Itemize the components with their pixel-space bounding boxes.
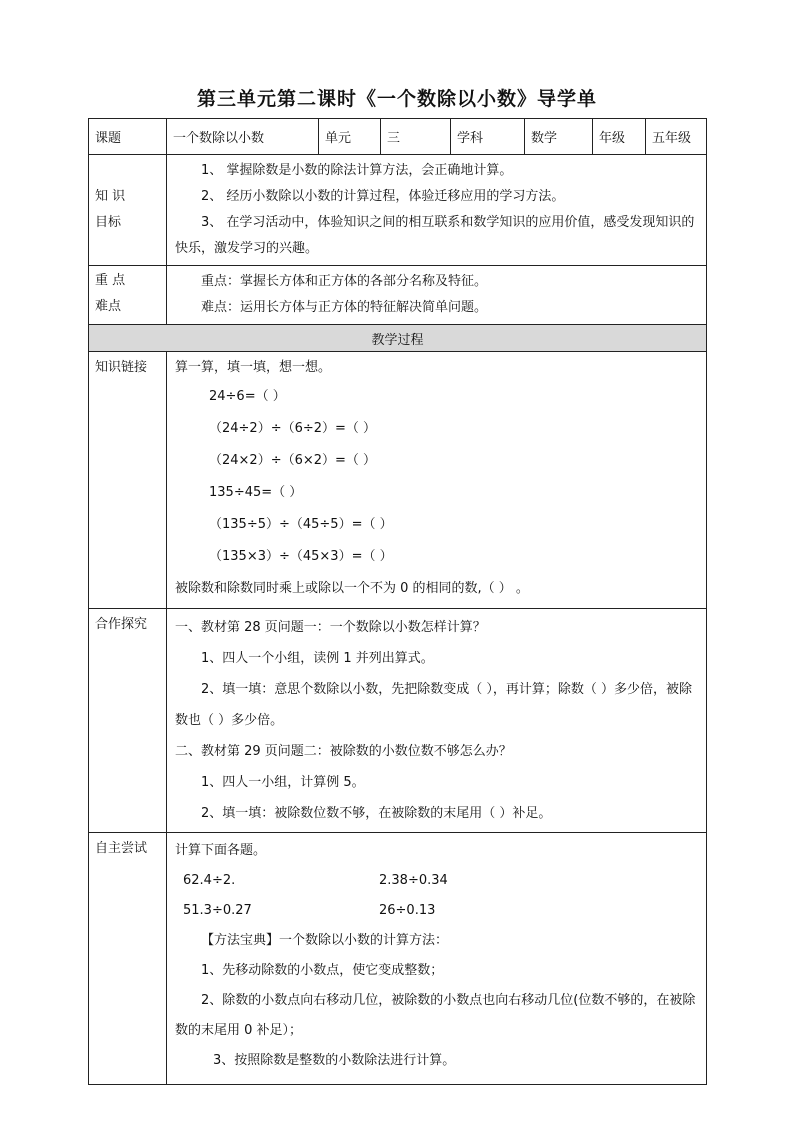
keypoints-content [167,266,707,325]
coop-q2-step1: 1、四人一小组，计算例 5。 [201,775,365,790]
method-step-1: 1、先移动除数的小数点，使它变成整数； [201,963,444,978]
goals-content [167,155,707,266]
grade-value: 五年级 [646,119,707,155]
goals-label [89,155,167,266]
coop-q1-step2: 2、填一填：意思个数除以小数，先把除数变成（ ），再计算；除数（ ）多少倍，被除数也（ ）多少倍。 [175,682,693,728]
self-intro: 计算下面各题。 [175,843,267,858]
keypoints-label-line1: 重 点 [95,273,126,288]
coop-question-1: 一、教材第 28 页问题一：一个数除以小数怎样计算？ [175,620,486,635]
keypoints-row [89,266,707,325]
problem-row-2 [175,896,698,926]
goals-row [89,155,707,266]
goal-item-3: 3、 在学习活动中，体验知识之间的相互联系和数学知识的应用价值，感受发现知识的快乐，激发学习的兴趣。 [175,215,695,256]
problem-1: 62.4÷2. [183,873,236,888]
page-title: 第三单元第二课时《一个数除以小数》导学单 [196,88,597,110]
focus-point: 重点：掌握长方体和正方体的各部分名称及特征。 [201,274,488,289]
process-header: 教学过程 [89,325,707,352]
equation-1: 24÷6=（ ） [209,389,286,404]
problem-row-1 [175,866,698,896]
header-row [89,119,707,155]
method-step-2: 2、除数的小数点向右移动几位，被除数的小数点也向右移动几位(位数不够的，在被除数的末尾用 0 补足）； [175,993,696,1038]
process-header-row [89,325,707,352]
subject-label: 学科 [451,119,525,155]
goals-label-line2: 目标 [95,215,122,230]
coop-label: 合作探究 [89,609,167,833]
problem-3: 51.3÷0.27 [183,903,252,918]
equation-5: （135÷5）÷（45÷5）=（ ） [209,517,393,532]
link-label: 知识链接 [89,352,167,609]
link-row [89,352,707,609]
topic-label: 课题 [89,119,167,155]
keypoints-label-line2: 难点 [95,299,122,314]
topic-value: 一个数除以小数 [167,119,319,155]
goal-item-2: 2、 经历小数除以小数的计算过程，体验迁移应用的学习方法。 [201,189,565,204]
self-label: 自主尝试 [89,833,167,1085]
difficulty-point: 难点：运用长方体与正方体的特征解决简单问题。 [201,300,488,315]
coop-question-2: 二、教材第 29 页问题二：被除数的小数位数不够怎么办？ [175,744,512,759]
keypoints-label [89,266,167,325]
problem-4: 26÷0.13 [379,903,436,918]
goal-item-1: 1、 掌握除数是小数的除法计算方法，会正确地计算。 [201,163,513,178]
coop-content [167,609,707,833]
equation-4: 135÷45=（ ） [209,485,303,500]
self-row [89,833,707,1085]
subject-value: 数学 [525,119,593,155]
coop-q2-step2: 2、填一填：被除数位数不够，在被除数的末尾用（ ）补足。 [201,806,552,821]
method-title: 【方法宝典】一个数除以小数的计算方法： [201,933,449,948]
link-conclusion: 被除数和除数同时乘上或除以一个不为 0 的相同的数,（ ） 。 [175,581,529,596]
coop-q1-step1: 1、四人一个小组，读例 1 并列出算式。 [201,651,434,666]
study-sheet-table [88,118,707,1085]
grade-label: 年级 [593,119,646,155]
equation-6: （135×3）÷（45×3）=（ ） [209,549,393,564]
method-step-3: 3、按照除数是整数的小数除法进行计算。 [213,1053,456,1068]
link-content [167,352,707,609]
problem-2: 2.38÷0.34 [379,873,448,888]
equation-3: （24×2）÷（6×2）=（ ） [209,453,377,468]
goals-label-line1: 知 识 [95,189,126,204]
coop-row [89,609,707,833]
unit-label: 单元 [319,119,381,155]
equation-2: （24÷2）÷（6÷2）=（ ） [209,421,377,436]
self-content [167,833,707,1085]
link-intro: 算一算，填一填，想一想。 [175,360,332,375]
unit-value: 三 [381,119,451,155]
